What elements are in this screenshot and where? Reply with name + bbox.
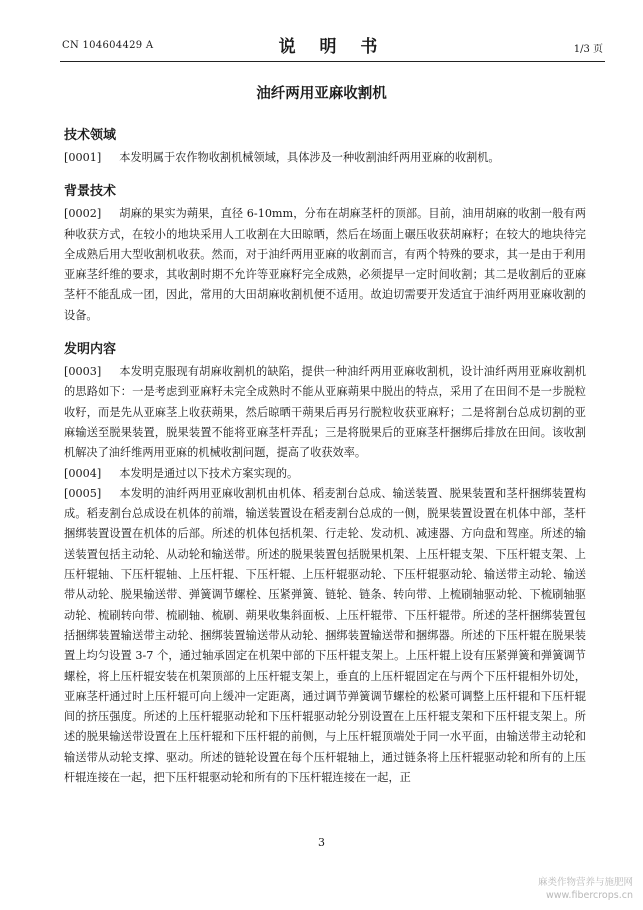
watermark-site-url: www.fibercrops.cn xyxy=(546,890,633,901)
document-type-heading: 说 明 书 xyxy=(278,37,387,57)
paragraph-0002 xyxy=(64,204,586,326)
paragraph-text: 本发明的油纤两用亚麻收割机由机体、稻麦割台总成、输送装置、脱果装置和茎杆捆绑装置构成。稻麦割台总成设在机体的前端，输送装置设在稻麦割台总成的一侧，脱果装置设置在机体中部，茎杆捆绑装置设置在机体的后部。所述的机体包括机架、行走轮、发动机、减速器、方向盘和驾座。所述的输送装置包括主动轮、从动轮和输送带。所述的脱果装置包括脱果机架、上压杆辊支架、下压杆辊支架、上压杆辊轴、下压杆辊轴、上压杆辊、下压杆辊、上压杆辊驱动轮、下压杆辊驱动轮、输送带主动轮、输送带从动轮、脱果输送带、弹簧调节螺栓、压紧弹簧、链轮、链条、转向带、上梳刷轴驱动轮、下梳刷轴驱动轮、梳刷转向带、梳刷轴、梳刷、蒴果收集斜面板、上压杆辊带、下压杆辊带。所述的茎杆捆绑装置包括捆绑装置输送带主动轮、捆绑装置输送带从动轮、捆绑装置输送带和捆绑器。所述的下压杆辊在脱果装置上均匀设置 3-7 个，通过轴承固定在机架中部的下压杆辊支架上。上压杆辊上设有压紧弹簧和弹簧调节螺栓，将上压杆辊安装在机架顶部的上压杆辊支架上，垂直的上压杆辊固定在与两个下压杆辊相外切处，亚麻茎杆通过时上压杆辊可向上缓冲一定距离，通过调节弹簧调节螺栓的松紧可调整上压杆辊和下压杆辊间的挤压强度。所述的上压杆辊驱动轮和下压杆辊驱动轮分别设置在上压杆辊支架和下压杆辊支架上。所述的脱果输送带设置在上压杆辊和下压杆辊的前侧，与上压杆辊顶端处于同一水平面，由输送带主动轮和输送带从动轮支撑、驱动。所述的链轮设置在每个压杆辊轴上，通过链条将上压杆辊驱动轮和所有的上压杆辊连接在一起，把下压杆辊驱动轮和所有的下压杆辊连接在一起，正 xyxy=(64,486,586,785)
page-indicator: 1/3 页 xyxy=(573,44,603,55)
document-body xyxy=(64,118,586,788)
paragraph-text: 本发明克服现有胡麻收割机的缺陷，提供一种油纤两用亚麻收割机，设计油纤两用亚麻收割机的思路如下：一是考虑到亚麻籽未完全成熟时不能从亚麻蒴果中脱出的特点，采用了在田间不是一步脱粒收籽，而是先从亚麻茎上收获蒴果，然后晾晒干蒴果后再另行脱粒收获亚麻籽；二是将割台总成切割的亚麻输送至脱果装置，脱果装置不能将亚麻茎杆弄乱；三是将脱果后的亚麻茎杆捆绑后排放在田间。该收割机解决了油纤维两用亚麻的机械收割问题，提高了收获效率。 xyxy=(64,365,586,460)
paragraph-number: [0005] xyxy=(64,486,102,500)
paragraph-0003 xyxy=(64,362,586,463)
section-heading-technical-field: 技术领域 xyxy=(64,128,117,143)
patent-number: CN 104604429 A xyxy=(62,40,154,51)
paragraph-number: [0004] xyxy=(64,466,102,480)
paragraph-number: [0001] xyxy=(64,151,102,164)
section-heading-background: 背景技术 xyxy=(64,184,117,200)
paragraph-text: 本发明属于农作物收割机械领域，具体涉及一种收割油纤两用亚麻的收割机。 xyxy=(119,151,500,164)
paragraph-0004 xyxy=(64,464,586,484)
section-heading-invention-content: 发明内容 xyxy=(64,342,117,358)
paragraph-text: 胡麻的果实为蒴果，直径 6-10mm，分布在胡麻茎杆的顶部。目前，油用胡麻的收割一般有两种收获方式，在较小的地块采用人工收割在大田晾晒，然后在场面上碾压收获胡麻籽；在较大的地块待完全成熟后用大型收割机收获。然而，对于油纤两用亚麻的收割而言，有两个特殊的要求，其一是由于利用亚麻茎纤维的要求，其收割时期不允许等亚麻籽完全成熟，必须提早一定时间收割；其二是收割后的亚麻茎杆不能乱成一团，因此，常用的大田胡麻收割机便不适用。故迫切需要开发适宜于油纤两用亚麻收割的设备。 xyxy=(64,207,586,322)
watermark-site-name: 麻类作物营养与施肥网 xyxy=(537,877,633,888)
paragraph-0005 xyxy=(64,484,586,788)
paragraph-number: [0002] xyxy=(64,207,102,221)
header-divider xyxy=(60,61,605,62)
site-watermark xyxy=(538,876,633,902)
page-number: 3 xyxy=(318,836,325,849)
paragraph-number: [0003] xyxy=(64,365,102,379)
page-header xyxy=(62,28,603,58)
paragraph-0001 xyxy=(64,148,586,168)
paragraph-text: 本发明是通过以下技术方案实现的。 xyxy=(119,466,299,480)
document-title: 油纤两用亚麻收割机 xyxy=(256,85,387,102)
